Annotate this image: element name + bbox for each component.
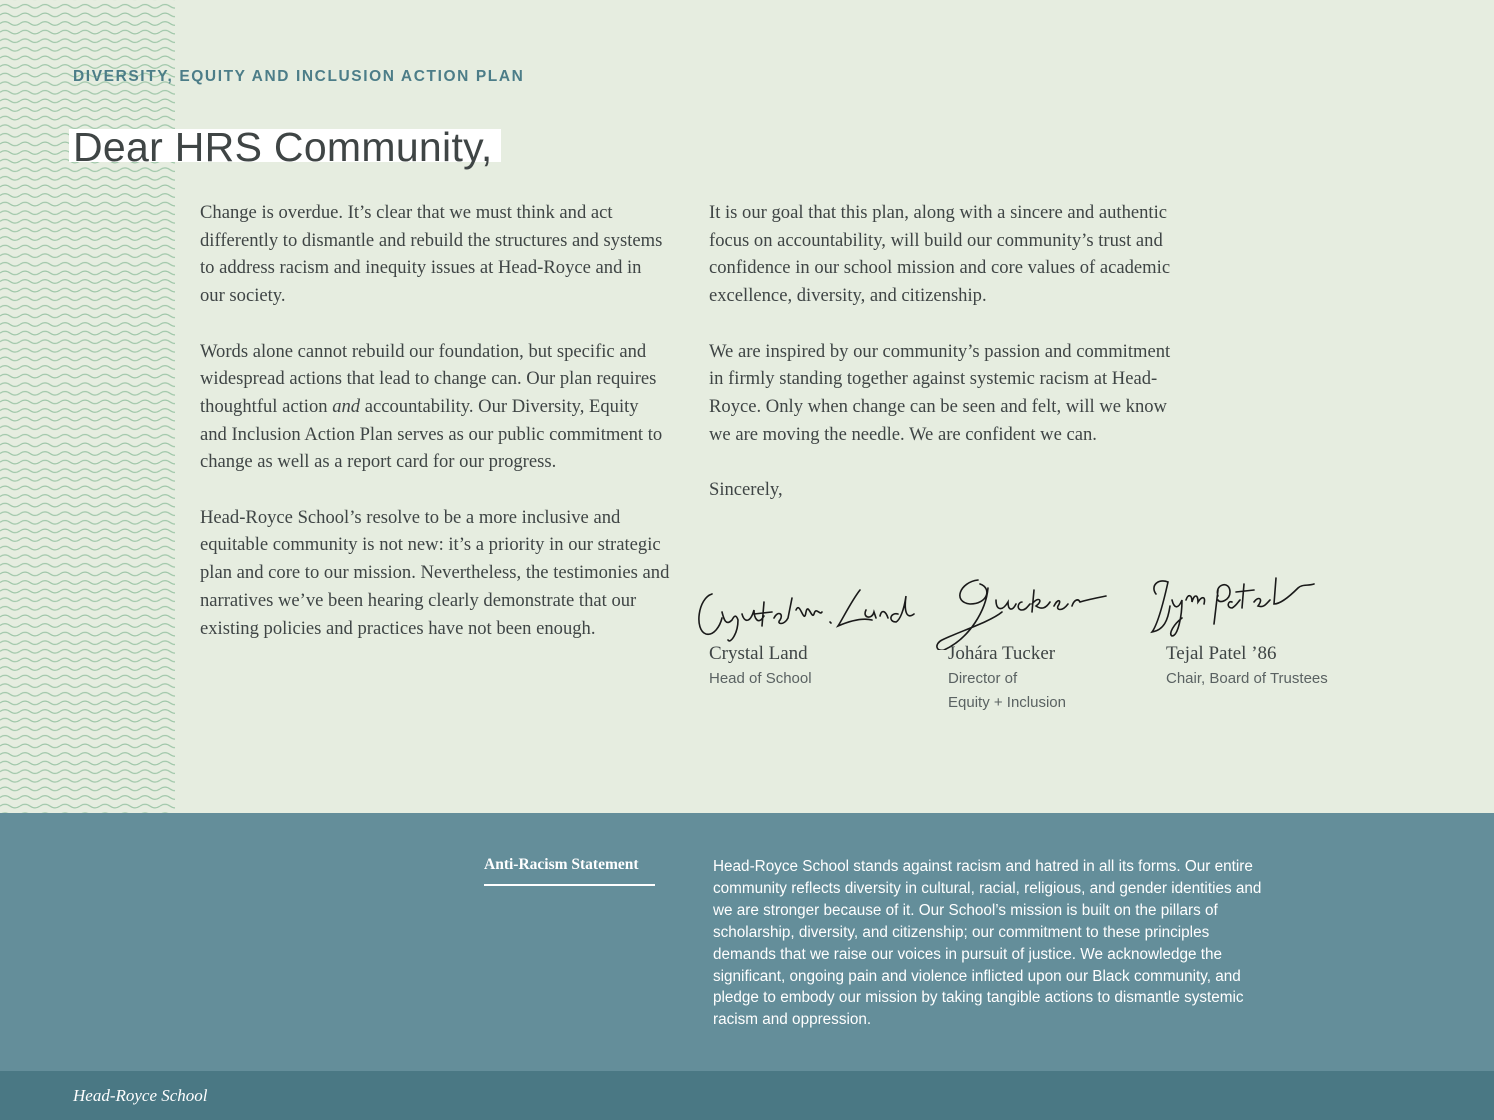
letter-emphasis: and	[332, 395, 361, 417]
letter-text: Words alone cannot rebuild our foundation, but specific and widespread actions that lead to change can. Our plan requires thoughtful action	[200, 340, 657, 417]
statement-body: Head-Royce School stands against racism and hatred in all its forms. Our entire community reflects diversity in cultural, racial, religious, and gender identities and we are stronger because of it. Our School’s mission is built on the pillars of scholarship, diversity, and citizenship; our commitment to these principles demands that we raise our voices in pursuit of justice. We acknowledge the significant, ongoing pain and violence inflicted upon our Black community, and pledge to embody our mission by taking tangible actions to dismantle systemic racism and oppression.	[713, 858, 1262, 1029]
document-kicker: DIVERSITY, EQUITY AND INCLUSION ACTION PLAN	[73, 68, 525, 85]
signatory-role-line: Director of	[948, 670, 1018, 687]
letter-column-right	[709, 199, 1179, 531]
signature-johara-tucker	[930, 560, 1130, 650]
signature-crystal-land	[692, 560, 892, 650]
footer-school-name: Head-Royce School	[73, 1086, 208, 1105]
signature-image	[1148, 560, 1323, 650]
statement-heading: Anti-Racism Statement	[484, 856, 655, 886]
page-footer	[0, 1071, 1494, 1120]
signatory-name: Johára Tucker	[948, 643, 1056, 664]
letter-text: accountability. Our Diversity, Equity and Inclusion Action Plan serves as our public commitment to change as well as a report card for our progress.	[200, 395, 663, 473]
signatory-role: Chair, Board of Trustees	[1166, 670, 1328, 687]
signature-image	[692, 560, 927, 650]
signatory-role: Head of School	[709, 670, 812, 687]
letter-paragraph: Change is overdue. It’s clear that we must think and act differently to dismantle and rebuild the structures and systems to address racism and inequity issues at Head-Royce and in our society.	[200, 202, 663, 307]
letter-paragraph: We are inspired by our community’s passion and commitment in firmly standing together against systemic racism at Head-Royce. Only when change can be seen and felt, will we know we are moving the needle. We are confident we can.	[709, 340, 1171, 445]
letter-closing: Sincerely,	[709, 479, 783, 500]
signature-image	[930, 560, 1115, 650]
letter-paragraph: It is our goal that this plan, along with a sincere and authentic focus on accountability, will build our community’s trust and confidence in our school mission and core values of academic excellence, diversity, and citizenship.	[709, 202, 1171, 307]
signatory-name: Tejal Patel ’86	[1166, 643, 1277, 664]
page-title: Dear HRS Community,	[73, 124, 493, 170]
wave-pattern-graphic	[0, 0, 175, 813]
signature-tejal-patel	[1148, 560, 1348, 650]
signatory-role	[948, 667, 1066, 715]
wave-pattern-strip	[0, 0, 175, 813]
signatory-role-line: Equity + Inclusion	[948, 694, 1066, 711]
signatory-name: Crystal Land	[709, 643, 808, 664]
letter-paragraph	[200, 338, 670, 477]
letter-paragraph: Head-Royce School’s resolve to be a more inclusive and equitable community is not new: it’s a priority in our strategic plan and core to our mission. Nevertheless, the testimonies and narratives we’ve been hearing clearly demonstrate that our existing policies and practices have not been enough.	[200, 506, 670, 639]
letter-column-left	[200, 199, 670, 670]
